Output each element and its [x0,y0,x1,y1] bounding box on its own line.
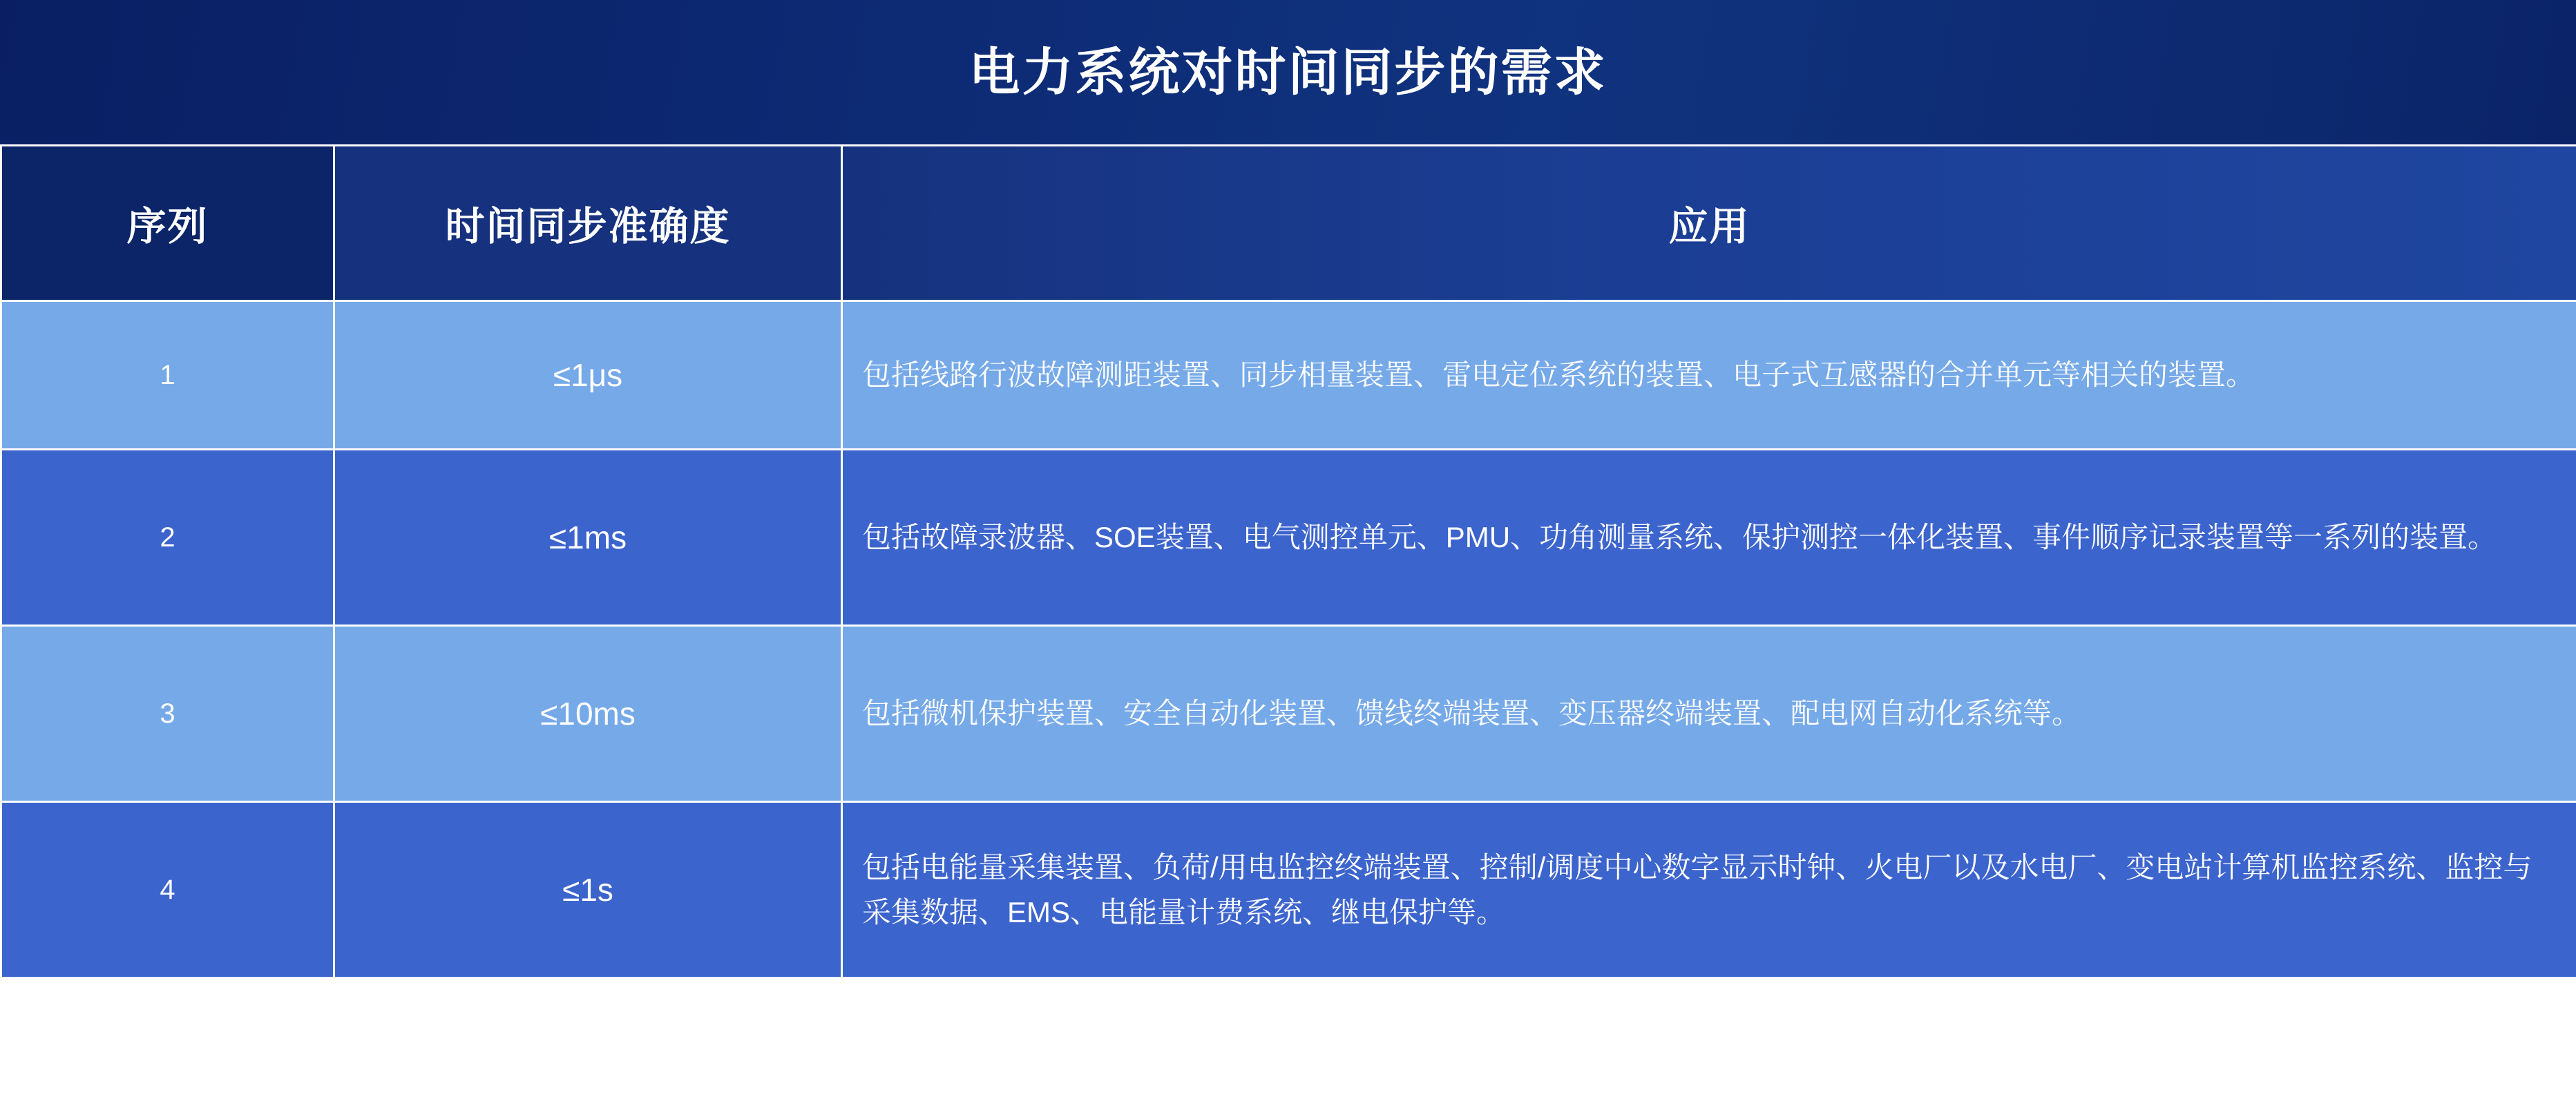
cell-application: 包括故障录波器、SOE装置、电气测控单元、PMU、功角测量系统、保护测控一体化装置、事件顺序记录装置等一系列的装置。 [842,450,2576,626]
column-header-accuracy: 时间同步准确度 [334,146,842,301]
cell-accuracy: ≤1s [334,802,842,978]
cell-application: 包括线路行波故障测距装置、同步相量装置、雷电定位系统的装置、电子式互感器的合并单元等相关的装置。 [842,301,2576,450]
requirements-table [0,144,2576,979]
cell-index: 4 [1,802,334,978]
title-banner [0,0,2576,144]
table-row [1,802,2576,978]
table-row [1,450,2576,626]
cell-index: 1 [1,301,334,450]
cell-accuracy: ≤1ms [334,450,842,626]
table-header-row [1,146,2576,301]
page-title: 电力系统对时间同步的需求 [969,43,1607,101]
cell-index: 3 [1,626,334,802]
cell-index: 2 [1,450,334,626]
table-header [1,146,2576,301]
column-header-index: 序列 [1,146,334,301]
table-row [1,301,2576,450]
cell-application: 包括微机保护装置、安全自动化装置、馈线终端装置、变压器终端装置、配电网自动化系统等。 [842,626,2576,802]
cell-application: 包括电能量采集装置、负荷/用电监控终端装置、控制/调度中心数字显示时钟、火电厂以及水电厂、变电站计算机监控系统、监控与采集数据、EMS、电能量计费系统、继电保护等。 [842,802,2576,978]
column-header-application: 应用 [842,146,2576,301]
table-body [1,301,2576,978]
cell-accuracy: ≤10ms [334,626,842,802]
cell-accuracy: ≤1μs [334,301,842,450]
table-row [1,626,2576,802]
